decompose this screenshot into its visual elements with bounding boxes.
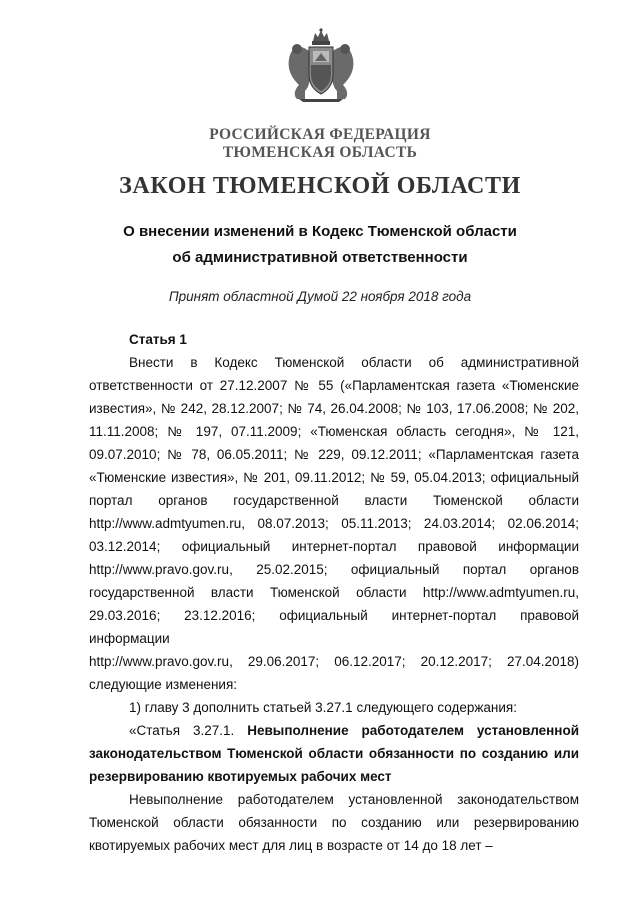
text-line: http://www.pravo.gov.ru, 29.06.2017; 06.12.2017; 20.12.2017; 27.04.2018)	[89, 654, 579, 669]
text-line: ответственности от 27.12.2007 № 55 («Парламентская газета «Тюменские	[89, 378, 579, 393]
text-line: 03.12.2014; официальный интернет-портал правовой информации	[89, 539, 579, 554]
new-article-title-line	[89, 719, 579, 742]
text-line: квотируемых рабочих мест для лиц в возрасте от 14 до 18 лет –	[89, 838, 493, 853]
new-article-title-text: Невыполнение работодателем установленной	[247, 723, 579, 738]
text-line: известия», № 242, 28.12.2007; № 74, 26.04.2008; № 103, 17.06.2008; № 202,	[89, 401, 579, 416]
text-line: портал органов государственной власти Тюменской области	[89, 493, 579, 508]
text-line: государственной власти Тюменской области http://www.admtyumen.ru,	[89, 585, 579, 600]
text-line: http://www.pravo.gov.ru, 25.02.2015; официальный портал органов	[89, 562, 579, 577]
text-line: следующие изменения:	[89, 677, 238, 692]
region-name: ТЮМЕНСКАЯ ОБЛАСТЬ	[222, 144, 418, 161]
text-line: Внести в Кодекс Тюменской области об административной	[129, 355, 579, 370]
document-header	[0, 126, 640, 200]
title-line: об административной ответственности	[172, 249, 468, 266]
adoption-note: Принят областной Думой 22 ноября 2018 года	[168, 289, 472, 304]
new-article-prefix: «Статья 3.27.1.	[129, 723, 235, 738]
text-line: Невыполнение работодателем установленной законодательством	[129, 792, 579, 807]
article-body	[89, 328, 579, 857]
text-line: Тюменской области обязанности по созданию или резервированию	[89, 815, 579, 830]
text-line: «Тюменские известия», № 201, 09.11.2012; № 59, 05.04.2013; официальный	[89, 470, 579, 485]
document-title	[0, 219, 640, 271]
country-name: РОССИЙСКАЯ ФЕДЕРАЦИЯ	[209, 126, 431, 143]
article-paragraph	[89, 351, 579, 696]
text-line: 09.07.2010; № 78, 06.05.2011; № 229, 09.12.2011; «Парламентская газета	[89, 447, 579, 462]
new-article-title-line: резервированию квотируемых рабочих мест	[89, 769, 392, 784]
law-heading: ЗАКОН ТЮМЕНСКОЙ ОБЛАСТИ	[119, 173, 521, 199]
amendment-item: 1) главу 3 дополнить статьей 3.27.1 следующего содержания:	[129, 700, 517, 715]
title-line: О внесении изменений в Кодекс Тюменской области	[123, 223, 517, 240]
article-heading: Статья 1	[129, 332, 187, 347]
tyumen-coat-of-arms-icon	[281, 27, 361, 103]
text-line: 29.03.2016; 23.12.2016; официальный интернет-портал правовой информации	[89, 608, 579, 646]
text-line: 11.11.2008; № 197, 07.11.2009; «Тюменская область сегодня», № 121,	[89, 424, 579, 439]
text-line: http://www.admtyumen.ru, 08.07.2013; 05.11.2013; 24.03.2014; 02.06.2014;	[89, 516, 579, 531]
new-article-title-line: законодательством Тюменской области обязанности по созданию или	[89, 746, 579, 761]
